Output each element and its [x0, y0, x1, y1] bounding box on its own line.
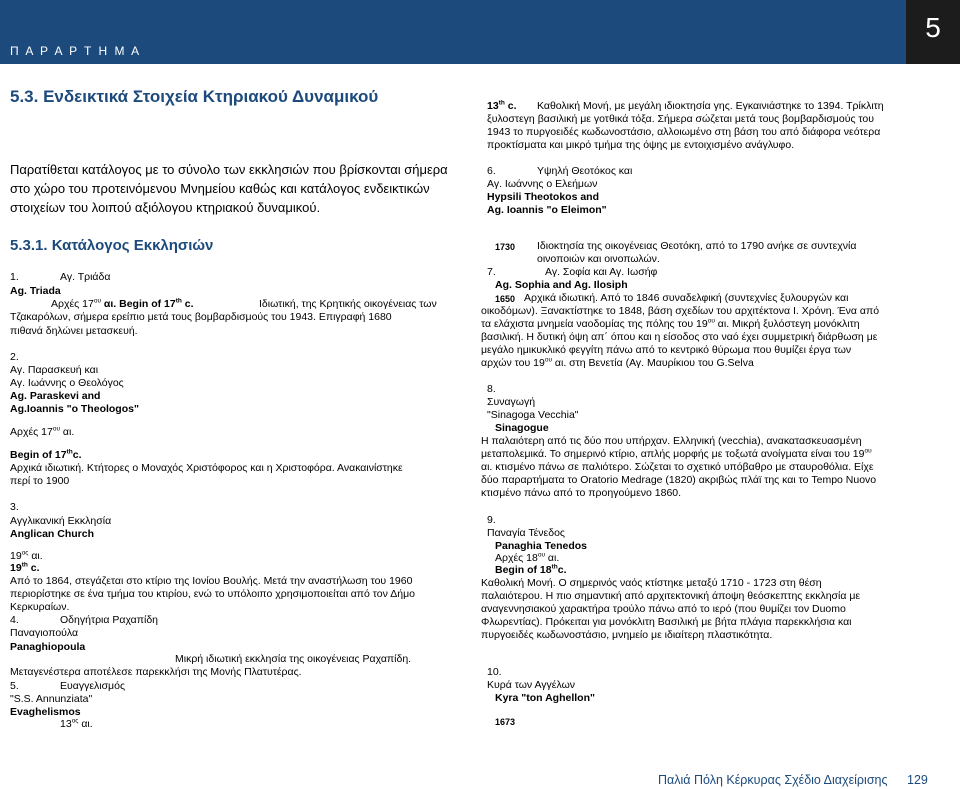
- church-8-name-gr: Συναγωγή: [487, 396, 536, 408]
- church-1-desc-1: Ιδιωτική, της Κρητικής οικογένειας των: [259, 298, 437, 310]
- church-4-name-gr: Οδηγήτρια Ραχαπίδη: [60, 614, 159, 626]
- church-10-year: 1673: [495, 717, 516, 727]
- appendix-label: Π Α Ρ Α Ρ Τ Η Μ Α: [10, 44, 142, 58]
- church-4-desc-1: Μικρή ιδιωτική εκκλησία της οικογένειας Ραχαπίδη.: [175, 653, 412, 665]
- church-7-line-2: οικοδόμων). Ξανακτίστηκε το 1848, βάση σχεδίων του αρχιτέκτονα Ι. Χρόνη. Ένα από: [481, 305, 880, 317]
- church-4-name-en: Panaghiopoula: [10, 641, 86, 653]
- church-6-name-1: Υψηλή Θεοτόκος και: [537, 165, 633, 177]
- chapter-number: 5: [925, 12, 941, 43]
- church-6-year: 1730: [495, 242, 516, 252]
- church-8-number: 8.: [487, 383, 496, 395]
- church-1-name-gr: Αγ. Τριάδα: [60, 271, 111, 283]
- church-6-name-4: Ag. Ioannis "o Eleimon": [487, 204, 607, 216]
- church-4-number: 4.: [10, 614, 19, 626]
- church-1-date: Αρχές $17^{o\upsilon}$ αι. Begin of 17th c.: [51, 297, 194, 310]
- church-3-date: $19^{o\varsigma}$ αι.: [10, 549, 43, 562]
- church-7-line-1: Αρχικά ιδιωτική. Από το 1846 συναδελφική (συντεχνίες ξυλουργών και: [524, 292, 849, 304]
- right-top-line-2: ξυλοστεγη βασιλική με γοτθικά τόξα. Σήμερα σώζεται μετά τους βομβαρδισμούς του: [487, 113, 874, 125]
- church-10-name-gr: Κυρά των Αγγέλων: [487, 679, 576, 691]
- church-2-name-3: Ag. Paraskevi and: [10, 390, 101, 402]
- church-6-desc-2: οινοποιών και οινοπωλών.: [537, 253, 660, 265]
- church-9-line-1: Καθολική Μονή. Ο σημερινός ναός κτίστηκε μεταξύ 1710 - 1723 στη θέση: [481, 577, 822, 589]
- church-1-desc-3: πιθανά δηλώνει μετασκευή.: [10, 325, 138, 337]
- church-2-number: 2.: [10, 351, 19, 363]
- church-8-line-4: δύο παραρτήματα το Oratorio Medrage (1820) ακριβώς πλάϊ της και το Tempo Nuovo: [481, 474, 877, 486]
- church-10-name-en: Kyra "ton Aghellon": [495, 692, 595, 704]
- church-8-line-1: Η παλαιότερη από τις δύο που υπήρχαν. Ελληνική (vecchia), ανακατασκευασμένη: [481, 435, 862, 447]
- church-7-number: 7.: [487, 266, 496, 278]
- church-2-desc-1: Αρχικά ιδιωτική. Κτήτορες ο Μοναχός Χριστόφορος και η Χριστοφόρα. Ανακαινίστηκε: [10, 462, 403, 474]
- church-8-name-it: "Sinagoga Vecchia": [487, 409, 579, 421]
- church-1-desc-2: Τζακαρόλων, σήμερα ερείπιο μετά τους βομβαρδισμούς του 1943. Επιγραφή 1680: [10, 311, 392, 323]
- right-top-line-3: 1943 το πυργοειδές κωδωνοστάσιο, αλλοιωμένο στη βάση του από διάφορα νεότερα: [487, 126, 881, 138]
- church-2-date: Αρχές $17^{o\upsilon}$ αι.: [10, 425, 75, 438]
- page-header-band: [0, 0, 906, 64]
- church-7-line-4: βασιλική. Η δυτική όψη απ΄ όπου και η είσοδος στο ναό έχει συμμετρική διάρθωση με: [481, 331, 878, 343]
- church-9-name-en: Panaghia Tenedos: [495, 540, 587, 552]
- church-9-begin: Begin of 18thc.: [495, 563, 567, 576]
- church-9-name-gr: Παναγία Τένεδος: [487, 527, 565, 539]
- church-8-line-2: μεταπολεμικά. Το σημερινό κτίριο, απλής μορφής με τοξωτά ανοίγματα είναι του $19^{o\upsilon}$: [481, 447, 872, 460]
- church-5-name-en: Evaghelismos: [10, 706, 81, 718]
- intro-paragraph: Παρατίθεται κατάλογος με το σύνολο των εκκλησιών που βρίσκονται σήμερα στο χώρο του προτεινόμενου Μνημείου καθώς και κατάλογος ενδεικτικών στοιχείων του λοιπού αξιόλογου κτηριακού δυναμικού.: [10, 162, 448, 215]
- church-9-line-3: αναγεννησιακού χαρακτήρα τρούλο πάνω από το ιερό (που θυμίζει τον Duomo: [481, 603, 846, 615]
- subsection-title: 5.3.1. Κατάλογος Εκκλησιών: [10, 237, 214, 254]
- church-9-number: 9.: [487, 514, 496, 526]
- church-3-name-gr: Αγγλικανική Εκκλησία: [10, 515, 112, 527]
- right-top-century: 13th c.: [487, 99, 517, 112]
- church-7-line-5: μεγάλο ημικυκλικό φεγγίτη πάνω από το κεντρικό θύρωμα που θυμίζει έργα των: [481, 344, 852, 356]
- church-2-name-2: Αγ. Ιωάννης ο Θεολόγος: [10, 377, 124, 389]
- church-1-name-en: Ag. Triada: [10, 285, 61, 297]
- church-2-name-4: Ag.Ioannis "o Theologos": [10, 403, 139, 415]
- footer-page-number: 129: [907, 773, 928, 787]
- church-8-name-en: Sinagogue: [495, 422, 549, 434]
- church-10-number: 10.: [487, 666, 502, 678]
- church-6-number: 6.: [487, 165, 496, 177]
- church-7-line-3: τα ελάχιστα μνημεία ναοδομίας της πόλης του $19^{o\upsilon}$ αι. Μικρή ξυλόστεγη μονόκλιτη: [481, 317, 860, 330]
- church-4-desc-2: Μεταγενέστερα αποτέλεσε παρεκκλήσι της Μονής Πλατυτέρας.: [10, 666, 302, 678]
- church-3-name-en: Anglican Church: [10, 528, 95, 540]
- church-7-line-6: αρχών του $19^{o\upsilon}$ αι. στη Βενετία (Αγ. Μαυρίκιου του G.Selva: [481, 356, 754, 369]
- church-1-number: 1.: [10, 271, 19, 283]
- church-2-desc-2: περί το 1900: [10, 475, 70, 487]
- church-4-name-gr-2: Παναγιοπούλα: [10, 627, 79, 639]
- church-7-name-gr: Αγ. Σοφία και Αγ. Ιωσήφ: [545, 266, 658, 278]
- church-9-line-2: παλαιότερου. Η πιο σημαντική από αρχιτεκτονική άποψη θεόσκεπτης εκκλησία με: [481, 590, 861, 602]
- church-3-century: 19th c.: [10, 561, 40, 574]
- church-6-desc-1: Ιδιοκτησία της οικογένειας Θεοτόκη, από το 1790 ανήκε σε συντεχνία: [537, 240, 857, 252]
- church-3-number: 3.: [10, 501, 19, 513]
- church-7-name-en: Ag. Sophia and Ag. Ilosiph: [495, 279, 628, 291]
- church-8-line-5: κτισμένο πάνω από το προηγούμενο 1860.: [481, 487, 682, 499]
- church-5-number: 5.: [10, 680, 19, 692]
- section-title: 5.3. Ενδεικτικά Στοιχεία Κτηριακού Δυναμικού: [10, 87, 379, 106]
- right-top-line-1: Καθολική Μονή, με μεγάλη ιδιοκτησία γης. Εγκαινιάστηκε το 1394. Τρίκλιτη: [537, 100, 884, 112]
- church-3-desc-3: Κερκυραίων.: [10, 601, 70, 613]
- footer-title: Παλιά Πόλη Κέρκυρας Σχέδιο Διαχείρισης: [658, 773, 888, 787]
- church-3-desc-1: Από το 1864, στεγάζεται στο κτίριο της Ιονίου Βουλής. Μετά την αναστήλωση του 1960: [10, 575, 413, 587]
- church-7-year: 1650: [495, 294, 516, 304]
- right-top-line-4: προκτίσματα και μικρό τμήμα της όψης με εντοιχισμένο ανάγλυφο.: [487, 139, 795, 151]
- church-2-name-1: Αγ. Παρασκευή και: [10, 364, 99, 376]
- church-6-name-3: Hypsili Theotokos and: [487, 191, 600, 203]
- church-5-name-gr: Ευαγγελισμός: [60, 680, 126, 692]
- church-9-line-4: Φλωρεντίας). Πρόκειται για μονόκλιτη Βασιλική με βήτα πλάγια παρεκκλήσια και: [481, 616, 852, 628]
- church-8-line-3: αι. κτισμένο πάνω σε παλιότερο. Σώζεται το σχετικό υπόβαθρο με σταυροθόλια. Είχε: [481, 461, 874, 473]
- church-5-date: $13^{o\varsigma}$ αι.: [60, 717, 93, 730]
- church-6-name-2: Αγ. Ιωάννης ο Ελεήμων: [487, 178, 598, 190]
- church-9-line-5: πυργοειδές κωδωνοστάσιο, μνημείο με ιδιαίτερη πλαστικότητα.: [481, 629, 773, 641]
- church-5-name-alt: "S.S. Annunziata": [10, 693, 93, 705]
- church-3-desc-2: περιορίστηκε σε ένα τμήμα του κτιρίου, ενώ το υπόλοιπο χρησιμοποιείται από τον Δήμο: [10, 588, 415, 600]
- chapter-tab: [906, 0, 960, 64]
- church-9-date: Αρχές $18^{o\upsilon}$ αι.: [495, 551, 560, 564]
- church-2-begin: Begin of 17thc.: [10, 448, 82, 461]
